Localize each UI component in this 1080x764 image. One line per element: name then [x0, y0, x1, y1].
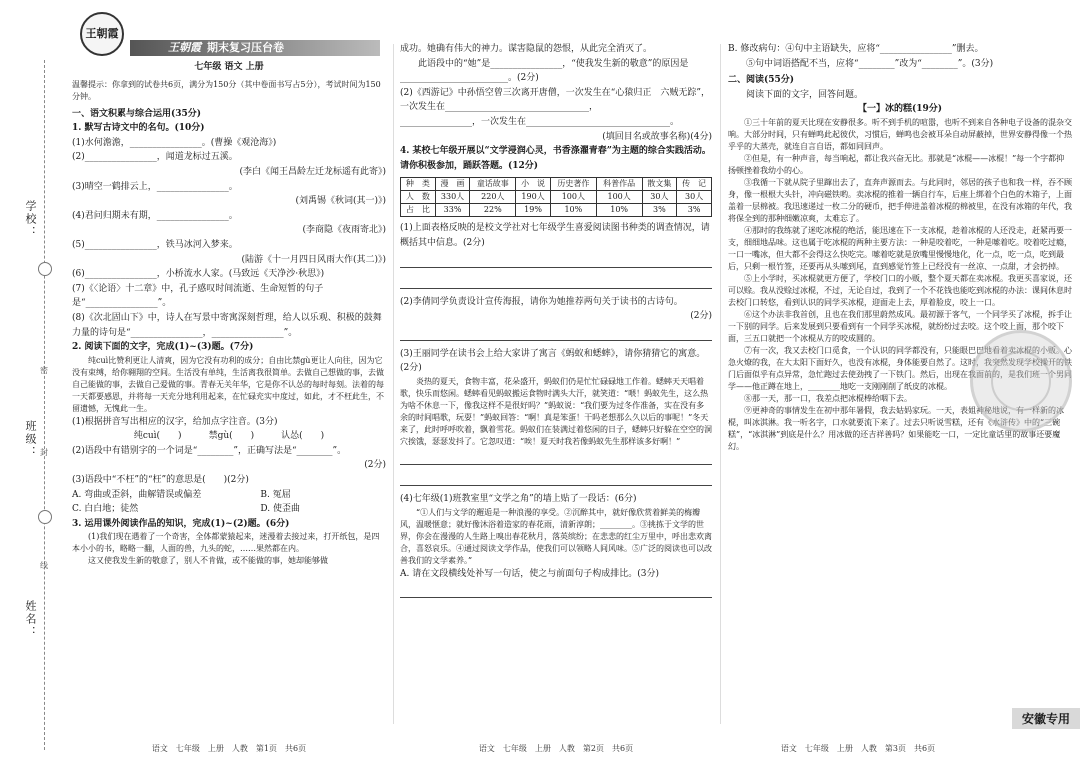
q4-heading: 4. 某校七年级开展以“文学浸润心灵，书香涤濯青春”为主题的综合实践活动。请你积极参加，踊跃答题。(12分): [400, 146, 711, 171]
q1-item: (4)君问归期未有期，________________。: [72, 210, 238, 221]
q3-sub1: 此语段中的“她”是________________，“使我发生新的敬意”的原因是________________________。(2分): [400, 58, 689, 84]
q1-item: (1)水何澹澹，________________。(曹操《观沧海》): [72, 137, 277, 148]
q4-sub2: (2)李倩同学负责设计宣传海报，请你为她推荐两句关于读书的古诗句。: [400, 296, 683, 307]
q3-sub2: (2)《西游记》中孙悟空曾三次离开唐僧，一次发生在“心猿归正 六贼无踪”，一次发生在________________________________，: [400, 87, 710, 113]
q2-answer-slots[interactable]: 纯cuì( ) 禁gù( ) 认怂( ): [133, 431, 325, 442]
name-label: 姓名：: [24, 600, 37, 639]
passage-paragraph: ②但是，有一种声音，每当响起，都让我兴奋无比。那就是“冰棍——冰棍！”每一个字都抑扬顿挫着我幼小的心。: [728, 153, 1065, 175]
q4-sub4a: A. 请在文段横线处补写一句话，使之与前面句子构成排比。(3分): [400, 568, 659, 579]
q3-passage: 这又使我发生新的敬意了，别人不肯做，或不能做的事，她却能够做: [88, 556, 328, 566]
q1-item: (7)《〈论语〉十二章》中，孔子感叹时间流逝、生命短暂的句子是“________________”。: [72, 283, 324, 309]
q1-item: (3)晴空一鹤排云上，________________。: [72, 181, 238, 192]
cut-line: [44, 60, 45, 750]
q1-item: (6)________________，小桥流水人家。(马致远《天净沙·秋思》): [72, 269, 325, 280]
q2-options-row: [72, 488, 386, 503]
q4-subB2: ⑤句中词语搭配不当，应将“________”改为“________”。(3分): [746, 58, 994, 69]
passage-paragraph: ⑧那一天，那一口，我差点把冰棍棒给咽下去。: [744, 393, 912, 403]
title-band: 王朝霞 期末复习压台卷: [130, 40, 380, 56]
q1-source: (刘禹锡《秋词(其一)》): [295, 196, 386, 207]
passage-paragraph: ④那时的我练就了迷吃冰棍的绝活，能迅速在下一支冰棍，趁着冰棍的人还没走，赶紧再要一支，细细地品味。这也属于吃冰棍的两种主要方法：一种是咬着吃，一种是嗦着吃。咬着吃过瘾，一口一嘴冰，但大都不会得这么快吃完。嗦着吃就是放嘴里慢慢地化，化一点，吃一点，吃到最后，只剩一根竹签，还要再从头嗦到尾，直到感觉竹签上已经没有一丝凉、一点甜，才会扔掉。: [728, 225, 1072, 271]
margin-word-mi: 密: [40, 366, 48, 375]
binding-margin: [0, 0, 66, 764]
page-2: [400, 0, 712, 764]
q1-item: (2)________________，闻道龙标过五溪。: [72, 152, 238, 163]
q3-sub2b: ________________，一次发生在________________________________。: [400, 116, 680, 127]
school-label: 学校：: [24, 200, 37, 239]
answer-line[interactable]: [400, 450, 712, 465]
q2-options-row: [72, 502, 386, 517]
q1-source: (陆游《十一月四日风雨大作(其二)》): [241, 254, 386, 265]
passage-paragraph: ⑤上小学时，买冰棍就更方便了，学校门口的小贩，整个夏天都在卖冰棍。我更买喜家说，还可以赊。我从没赊过冰棍，不过，无论自过，我到了一个不花钱也能吃到冰棍的办法：课间休息时去校门口转悠，看到认识的同学买冰棍，迎面走上去，厚着脸皮，咬上一口。: [728, 273, 1072, 307]
page-1: [72, 0, 386, 764]
watermark-stamp: [970, 330, 1072, 432]
table-row: 占 比 33% 22% 19% 10% 10% 3% 3%: [401, 204, 712, 217]
option-c[interactable]: C. 白白地；徒然: [72, 504, 139, 515]
column-divider: [720, 44, 721, 724]
answer-line[interactable]: [400, 471, 712, 486]
binding-hole: [38, 510, 52, 524]
exam-header: [72, 0, 386, 56]
answer-line[interactable]: [400, 274, 712, 289]
option-b[interactable]: B. 冤屈: [260, 489, 291, 500]
q2-sub: (2)语段中有错别字的一个词是“________”，正确写法是“________”。: [72, 445, 347, 456]
option-d[interactable]: D. 使歪曲: [260, 504, 301, 515]
text-line: 成功。她确有伟大的神力。谋害隐鼠的怨恨，从此完全消灭了。: [400, 44, 653, 54]
answer-line[interactable]: [400, 583, 712, 598]
exam-subtitle: 七年级 语文 上册: [194, 62, 264, 72]
q2-sub: (1)根据拼音写出相应的汉字，给加点字注音。(3分): [72, 416, 278, 427]
q3-score: (填回目名或故事名称)(4分): [602, 131, 712, 142]
page-footer: 语文 七年级 上册 人教 第1页 共6页: [151, 744, 307, 753]
tip-text: 温馨提示：你拿到的试卷共6页，满分为150分（其中卷面书写占5分），考试时间为150分钟。: [72, 79, 381, 101]
q4-sub1: (1)上面表格反映的是校文学社对七年级学生喜爱阅读图书种类的调查情况，请概括其中信息。(2分): [400, 223, 710, 248]
q1-item: (5)________________，铁马冰河入梦来。: [72, 239, 238, 250]
region-badge: 安徽专用: [1012, 708, 1080, 729]
q1-item: (8)《次北固山下》中，诗人在写景中寄寓深刻哲理，给人以乐观、积极的鼓舞力量的诗句是“________________，________________”。: [72, 312, 382, 338]
reading-intro: 阅读下面的文字，回答问题。: [746, 89, 864, 100]
passage-paragraph: ⑨更神奇的事情发生在初中那年暑假，我去姑妈家玩。一天，表姐神秘地说，有一样新的冰棍，叫冰淇淋。我一听名字，口水就要流下来了。过去只听说雪糕，还有《水浒传》中的“三碗糕”，“冰淇淋”到底是什么？用冰做的还吉祥善吗？如果能吃一口，一定比童话里的故事还要魔幻。: [728, 405, 1064, 451]
q3-passage: (1)我们现在遇着了一个奇害，全体都蒙猿起来，迷漫着去接过来，打开纸包，是四本小小的书，略略一翻，人面的兽，九头的蛇，……果然都在内。: [72, 532, 380, 554]
class-label: 班级：: [24, 420, 37, 459]
q1-source: (李白《闻王昌龄左迁龙标遥有此寄》): [239, 166, 386, 177]
q3-heading: 3. 运用课外阅读作品的知识，完成(1)~(2)题。(6分): [72, 518, 290, 529]
answer-line[interactable]: [400, 253, 712, 268]
section-2-heading: 二、阅读(55分): [728, 75, 795, 86]
binding-hole: [38, 262, 52, 276]
page-footer: 语文 七年级 上册 人教 第3页 共6页: [780, 744, 936, 753]
q4-subB: B. 修改病句：④句中主语缺失，应将“________________”删去。: [728, 44, 984, 54]
passage-paragraph: ⑦有一次，我又去校门口觅食，一个认识的同学都没有，只能眼巴巴地看着卖冰棍的小贩。心急火燎的我，在大太阳下面好久，也没有冰棍，身体能要自然了。这时，我突然发现学校操开的铁门后面似乎有点异常，急忙跑过去使劲拽了一下铁门。然后，出现在我面前的，是我们班一个男同学——他正蹲在地上，________地吃一支刚刚削了纸皮的冰棍。: [728, 345, 1072, 391]
passage-paragraph: ③我循一下就从院子里蹿出去了，直奔声源而去。与此同时，邻居的孩子也和我一样，吞不顾身，像一根根大头针，冲向磁铁哟。卖冰棍的推着一辆自行车，后座上绑着个白色的木箱子，上面盖着一层棉被。我迅速递过一枚二分的硬币，把手伸进盖着冰棍的棉被里，在没有冰箱的年代，我将保全到的那种细嫩凉爽，太难忘了。: [728, 177, 1072, 223]
passage-paragraph: ⑥这个办法非我首创，且也在我们那里蔚然成风。最初源于客气，一个同学买了冰棍，拆手让一下别的同学。后来发展到只要看到有一个同学买冰棍，就纷纷过去咬。这个咬上面，那个咬下面，三五口就把一个冰棍从方的咬成圆的。: [728, 309, 1072, 343]
literature-passage: “①人们与文学的邂逅是一种浪漫的享受。②沉醉其中，就好像欣赏着鲜美的梅瓣风，温暖惬意；就好像沐浴着造家的春花雨，清新淳朗；________。③挑拣于文学的世界，你会在漫漫的人生路上嗅出春花秋月，落英缤纷；在悲悲的红尘万里中，呼出悲欢离合，喜怒哀乐。④通过阅读文学作品，使我们可以领略人间风味。⑤广泛的阅读也可以改善我们的文学素养。”: [400, 507, 712, 565]
reading-survey-table: [400, 177, 712, 217]
page-footer: 语文 七年级 上册 人教 第2页 共6页: [478, 744, 634, 753]
q2-heading: 2. 阅读下面的文字，完成(1)~(3)题。(7分): [72, 342, 254, 353]
q2-score: (2分): [364, 460, 386, 471]
table-head-row: 种 类 漫 画 童话故事 小 说 历史著作 科普作品 散文集 传 记: [401, 178, 712, 191]
answer-line[interactable]: [400, 326, 712, 341]
exam-title: 期末复习压台卷: [207, 41, 284, 54]
q4-sub4: (4)七年级(1)班教室里“文学之角”的墙上贴了一段话：(6分): [400, 493, 637, 504]
q4-score: (2分): [690, 311, 712, 322]
margin-word-feng: 封: [40, 448, 48, 457]
table-row: 人 数 330人 220人 190人 100人 100人 30人 30人: [401, 191, 712, 204]
q2-passage: 纯cuì比赞利更让人清爽，因为它没有功利的成分；自由比禁gù更让人向往，因为它没有束缚，给你翱翔的空间。生活没有单纯，生活离我很简单。去做自己想做的事，去做自己能做的事，去做自己爱做的事。青春无关年华，它是你不认怂的每时每刻。法着的每一天都要感恩，并将每一天充分地利用起来，在忙碌充实中度过，如此，才不枉此生，不留遗憾，无愧此一生。: [72, 355, 384, 413]
margin-word-xian: 线: [40, 561, 48, 570]
fable-passage: 炎热的夏天，食物丰富，花朵盛开，蚂蚁们仍是忙忙碌碌地工作着。蟋蟀天天唱着歌，快乐而悠闲。蟋蟀看见蚂蚁搬运食物时满头大汗，就笑道：“喂！蚂蚁先生，这么热为啥不休息一下，像我这样不是很好吗？”蚂蚁说：“我们要为过冬作准备，实在没有多余的时间唱歌，玩耍！”蚂蚁回答：“啊！真是笨蛋！干吗老想那么久以后的事呢！”冬天来了，此时呼呼吹着，飘着雪花。蚂蚁们在装满过着悠闲的日子，蟋蟀只好躲在空空的洞穴挨饿，瑟瑟发抖了。它忽叹道：“唉！夏天时我若像蚂蚁先生那样该多好啊！”: [400, 376, 712, 446]
column-divider: [393, 44, 394, 724]
q4-sub3: (3)王丽同学在读书会上给大家讲了寓言《蚂蚁和蟋蟀》，请你猜猜它的寓意。(2分): [400, 348, 706, 374]
q1-source: (李商隐《夜雨寄北》): [302, 225, 386, 236]
option-a[interactable]: A. 弯曲或歪斜，曲解错误或偏差: [72, 489, 202, 500]
passage-title: 【一】冰的糕(19分): [857, 104, 943, 115]
brand-logo: 王朝霞: [80, 12, 124, 56]
passage-paragraph: ①三十年前的夏天比现在安静很多。听不到手机的喧嚣，也听不到来自各种电子设备的混杂交响。大部分时间，只有蝉鸣此起彼伏，习惯后，蝉鸣也会被耳朵自动屏蔽掉，世界安静得像一个热乎乎的大蒸壳，就连自言自语，都如同回声。: [728, 117, 1072, 151]
section-1-heading: 一、语文积累与综合运用(35分): [72, 108, 202, 119]
q1-heading: 1. 默写古诗文中的名句。(10分): [72, 123, 205, 134]
q2-sub: (3)语段中“不枉”的“枉”的意思是( )(2分): [72, 475, 249, 486]
